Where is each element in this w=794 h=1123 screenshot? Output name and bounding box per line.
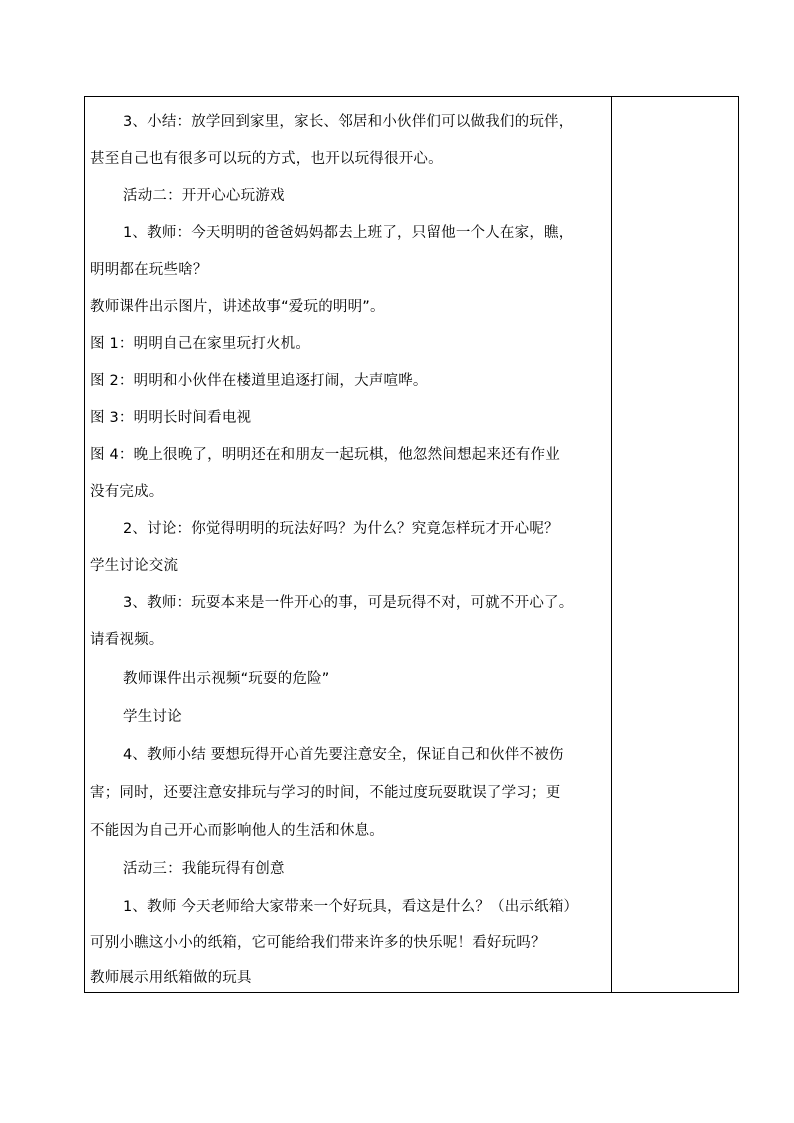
text-line: 请看视频。: [90, 632, 164, 648]
text-line: 4、教师小结 要想玩得开心首先要注意安全，保证自己和伙伴不被伤: [123, 747, 564, 763]
text-line: 没有完成。: [90, 484, 164, 500]
lesson-content-cell: [85, 97, 611, 992]
activity-heading: 活动三：我能玩得有创意: [123, 861, 285, 877]
text-line: 教师展示用纸箱做的玩具: [90, 970, 252, 986]
text-line: 3、教师：玩耍本来是一件开心的事，可是玩得不对，可就不开心了。: [123, 595, 574, 611]
text-line: 图 4：晚上很晚了，明明还在和朋友一起玩棋，他忽然间想起来还有作业: [90, 447, 560, 463]
text-line: 学生讨论: [123, 709, 182, 725]
text-line: 1、教师：今天明明的爸爸妈妈都去上班了，只留他一个人在家，瞧，: [123, 225, 574, 241]
activity-heading: 活动二：开开心心玩游戏: [123, 188, 285, 204]
text-line: 2、讨论：你觉得明明的玩法好吗？为什么？究竟怎样玩才开心呢？: [123, 521, 559, 537]
text-line: 图 1：明明自己在家里玩打火机。: [90, 336, 311, 352]
text-line: 可别小瞧这小小的纸箱，它可能给我们带来许多的快乐呢！看好玩吗？: [90, 935, 546, 951]
text-line: 不能因为自己开心而影响他人的生活和休息。: [90, 823, 384, 839]
text-line: 学生讨论交流: [90, 558, 179, 574]
text-line: 教师课件出示视频“玩耍的危险”: [123, 671, 330, 687]
text-line: 3、小结：放学回到家里，家长、邻居和小伙伴们可以做我们的玩伴，: [123, 114, 574, 130]
text-line: 教师课件出示图片，讲述故事“爱玩的明明”。: [90, 299, 385, 315]
text-line: 甚至自己也有很多可以玩的方式，也开以玩得很开心。: [90, 151, 443, 167]
text-line: 图 2：明明和小伙伴在楼道里追逐打闹，大声喧哗。: [90, 373, 428, 389]
text-line: 1、教师 今天老师给大家带来一个好玩具，看这是什么？（出示纸箱）: [123, 899, 579, 915]
lesson-table: [84, 96, 739, 993]
notes-cell: [612, 97, 738, 992]
text-line: 图 3：明明长时间看电视: [90, 410, 252, 426]
text-line: 明明都在玩些啥？: [90, 262, 208, 278]
text-line: 害；同时，还要注意安排玩与学习的时间，不能过度玩耍耽误了学习；更: [90, 785, 561, 801]
